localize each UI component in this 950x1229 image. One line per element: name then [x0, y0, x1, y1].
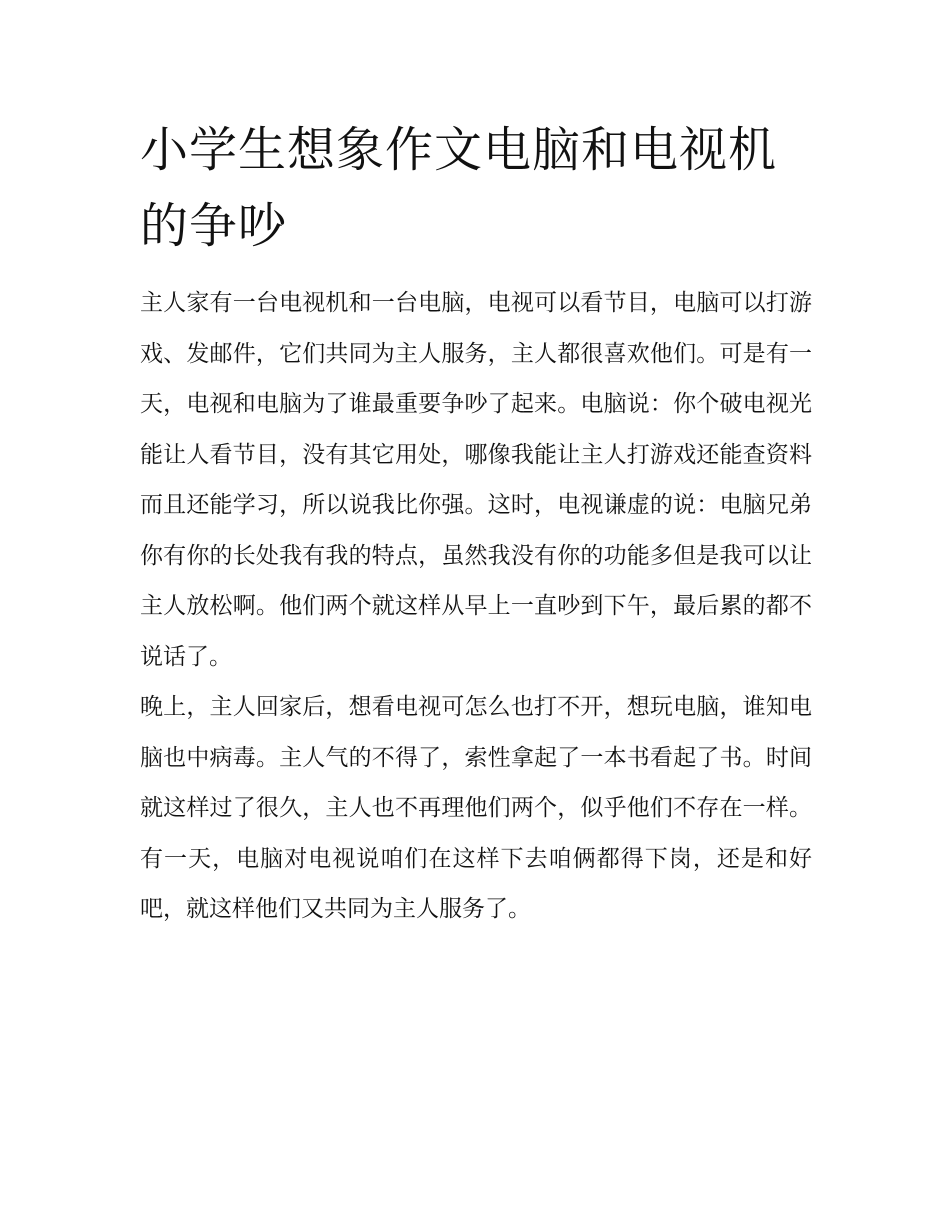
- document-body: [140, 278, 812, 935]
- paragraph-2: 晚上，主人回家后，想看电视可怎么也打不开，想玩电脑，谁知电脑也中病毒。主人气的不得了，索性拿起了一本书看起了书。时间就这样过了很久，主人也不再理他们两个，似乎他们不存在一样。有一天，电脑对电视说咱们在这样下去咱俩都得下岗，还是和好吧，就这样他们又共同为主人服务了。: [140, 694, 812, 922]
- document-title: 小学生想象作文电脑和电视机的争吵: [140, 122, 778, 254]
- paragraph-1: 主人家有一台电视机和一台电脑，电视可以看节目，电脑可以打游戏、发邮件，它们共同为主人服务，主人都很喜欢他们。可是有一天，电视和电脑为了谁最重要争吵了起来。电脑说：你个破电视光能让人看节目，没有其它用处，哪像我能让主人打游戏还能查资料而且还能学习，所以说我比你强。这时，电视谦虚的说：电脑兄弟你有你的长处我有我的特点，虽然我没有你的功能多但是我可以让主人放松啊。他们两个就这样从早上一直吵到下午，最后累的都不说话了。: [140, 290, 812, 670]
